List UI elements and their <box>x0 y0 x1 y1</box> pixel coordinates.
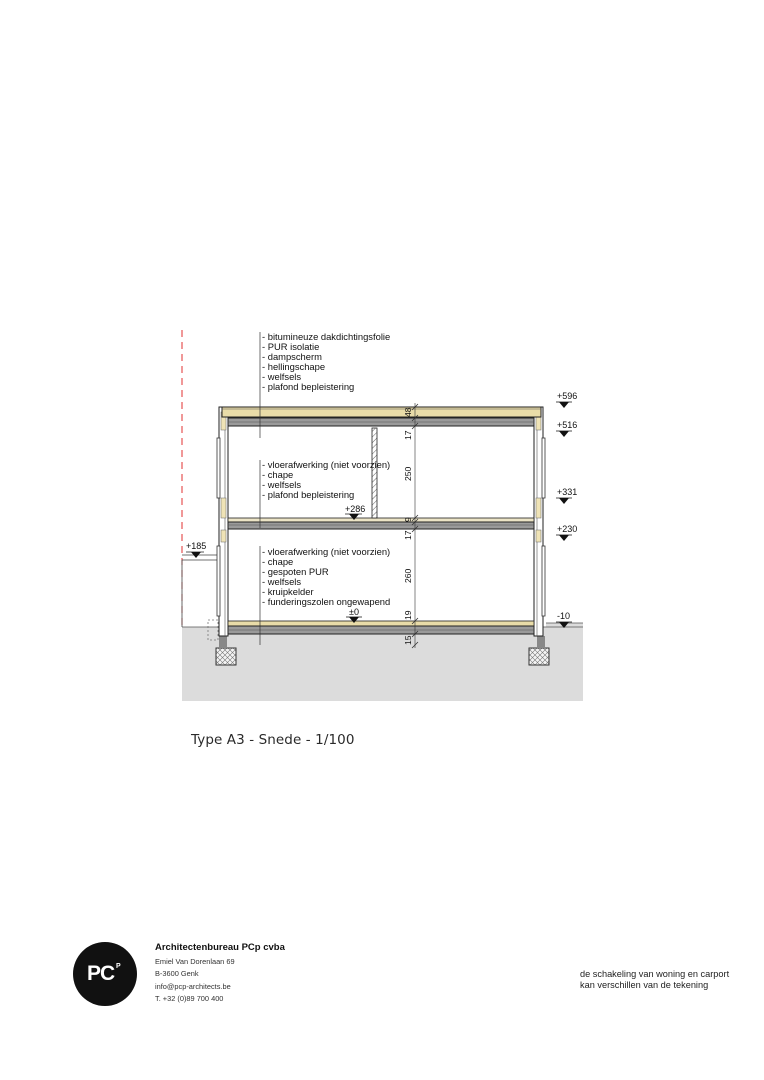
notes-ground-floor <box>262 546 390 607</box>
insulation-left-low <box>221 530 226 542</box>
dim-ground-floor-slab: 15 <box>403 635 413 645</box>
dim-ground-storey: 260 <box>403 568 413 583</box>
level-marker-upper-window <box>556 487 577 504</box>
level-marker-roof-top <box>556 391 577 408</box>
note-ground-4: - welfsels <box>262 576 302 587</box>
foundation-wall-right <box>537 636 545 648</box>
disclaimer-note <box>580 969 729 991</box>
note-roof-3: - dampscherm <box>262 351 322 362</box>
office-address-block <box>155 942 285 1006</box>
window-right-lower <box>542 546 545 616</box>
note-first-2: - chape <box>262 469 294 480</box>
first-floor-package <box>228 518 534 522</box>
level-marker-ground-floor <box>346 607 362 623</box>
note-ground-3: - gespoten PUR <box>262 566 329 577</box>
roof-package <box>222 407 541 417</box>
foundation-left <box>216 648 236 665</box>
dim-roof-package: 48 <box>403 407 413 417</box>
insulation-right-mid <box>536 498 541 518</box>
terrain-fill <box>182 627 583 701</box>
level-marker-roof-slab <box>556 420 577 437</box>
office-street: Emiel Van Dorenlaan 69 <box>155 957 235 966</box>
dim-roof-slab: 17 <box>403 430 413 440</box>
level-marker-carport <box>186 541 206 558</box>
logo-text: PC <box>87 962 115 985</box>
first-floor-slab <box>228 522 534 529</box>
dim-ground-floor-package: 19 <box>403 610 413 620</box>
dim-first-floor-slab: 17 <box>403 530 413 540</box>
foundation-wall-left <box>219 636 227 648</box>
note-roof-4: - hellingschape <box>262 361 326 372</box>
dim-first-floor-package: 9 <box>403 517 413 522</box>
dim-first-storey: 250 <box>403 466 413 481</box>
ground-floor-package <box>228 621 534 626</box>
notes-first-floor <box>262 459 390 500</box>
level-label-carport: +185 <box>186 541 207 551</box>
level-label-roof-slab: +516 <box>557 420 578 430</box>
level-label-upper-window: +331 <box>557 487 578 497</box>
office-phone: T. +32 (0)89 700 400 <box>155 994 224 1004</box>
note-ground-5: - kruipkelder <box>262 586 314 597</box>
foundation-right <box>529 648 549 665</box>
office-email[interactable]: info@pcp-architects.be <box>155 981 231 991</box>
insulation-right-low <box>536 530 541 542</box>
insulation-left-mid <box>221 498 226 518</box>
disclaimer-line-2: kan verschillen van de tekening <box>580 980 709 990</box>
note-roof-6: - plafond bepleistering <box>262 381 355 392</box>
drawing-caption: Type A3 - Snede - 1/100 <box>191 732 355 748</box>
logo-superscript: P <box>116 963 121 970</box>
note-roof-1: - bitumineuze dakdichtingsfolie <box>262 331 391 342</box>
note-ground-2: - chape <box>262 556 294 567</box>
notes-roof <box>262 331 390 392</box>
carport-outline <box>182 555 218 560</box>
level-label-terrain: -10 <box>557 611 571 621</box>
note-roof-5: - welfsels <box>262 371 302 382</box>
note-ground-6: - funderingszolen ongewapend <box>262 596 391 607</box>
level-label-roof-top: +596 <box>557 391 578 401</box>
level-label-first-floor: +286 <box>345 504 366 514</box>
level-marker-first-floor-underside <box>556 524 577 541</box>
office-name: Architectenbureau PCp cvba <box>155 942 285 953</box>
note-roof-2: - PUR isolatie <box>262 341 320 352</box>
window-left-upper <box>217 438 220 498</box>
window-left-lower <box>217 546 220 616</box>
office-city: B-3600 Genk <box>155 969 199 979</box>
level-marker-first-floor <box>345 504 365 520</box>
interior-partition <box>372 428 377 518</box>
office-logo <box>73 942 137 1006</box>
note-first-4: - plafond bepleistering <box>262 489 355 500</box>
level-label-first-floor-underside: +230 <box>557 524 578 534</box>
level-label-ground-floor: ±0 <box>349 607 359 617</box>
window-right-upper <box>542 438 545 498</box>
note-ground-1: - vloerafwerking (niet voorzien) <box>262 546 391 557</box>
disclaimer-line-1: de schakeling van woning en carport <box>580 969 730 979</box>
note-first-1: - vloerafwerking (niet voorzien) <box>262 459 391 470</box>
note-first-3: - welfsels <box>262 479 302 490</box>
